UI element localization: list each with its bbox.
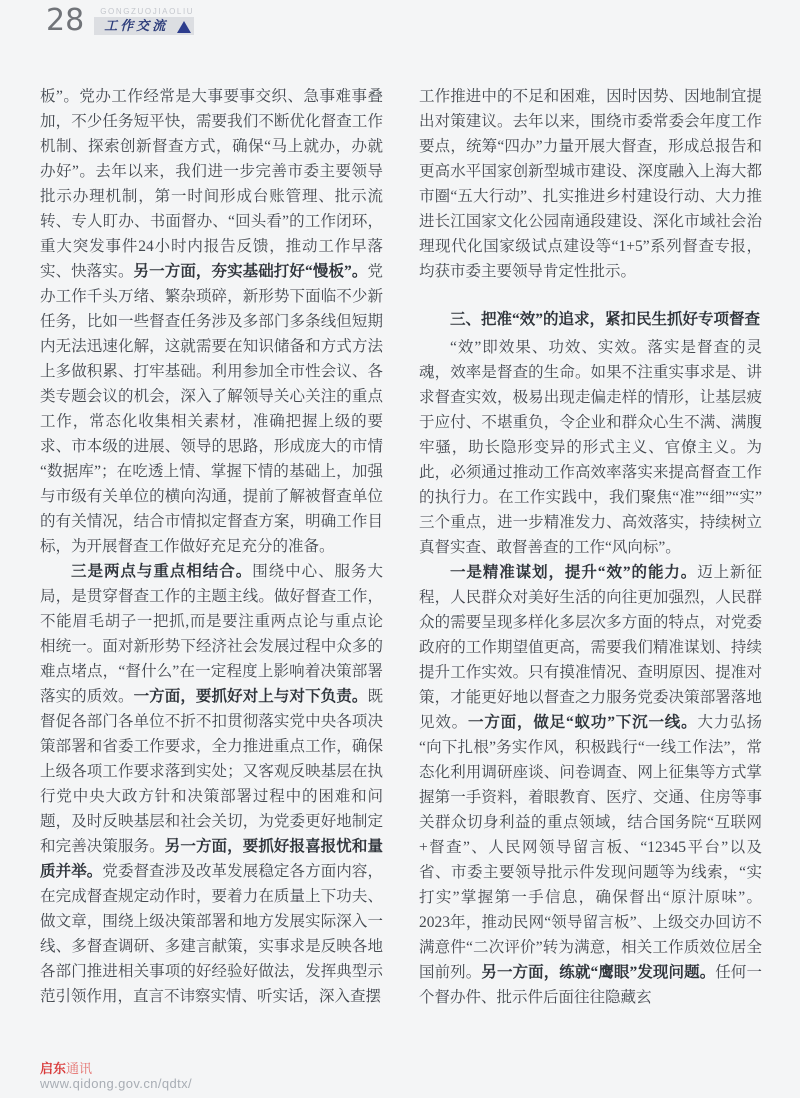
bold-lead-in: 另一方面，练就“鹰眼”发现问题。 <box>481 964 716 981</box>
section-name-box <box>94 17 194 35</box>
page-number: 28 <box>46 3 85 38</box>
publication-logo <box>40 1061 192 1076</box>
page-footer <box>40 1061 192 1092</box>
paragraph <box>419 335 762 560</box>
bold-lead-in: 一方面，做足“蚁功”下沉一线。 <box>468 714 698 731</box>
website-url: www.qidong.gov.cn/qdtx/ <box>40 1076 193 1091</box>
article-body <box>40 84 762 1010</box>
bold-lead-in: 三是两点与重点相结合。 <box>71 563 253 580</box>
column-right <box>419 84 762 1010</box>
body-text: “效”即效果、功效、实效。落实是督查的灵魂，效率是督查的生命。如果不注重实事求是、讲求督查实效，极易出现走偏走样的情形，让基层疲于应付、不堪重负，令企业和群众心生不满、满腹牢骚，助长隐形变异的形式主义、官僚主义。为此，必须通过推动工作高效率落实来提高督查工作的执行力。在工作实践中，我们聚焦“准”“细”“实”三个重点，进一步精准发力、高效落实，持续树立真督实查、敢督善查的工作“风向标”。 <box>419 339 762 556</box>
body-text: 党办工作千头万绪、繁杂琐碎，新形势下面临不少新任务，比如一些督查任务涉及多部门多条线但短期内无法迅速化解，这就需要在知识储备和方式方法上多做积累、打牢基础。利用参加全市性会议、各类专题会议的机会，深入了解领导关心关注的重点工作，常态化收集相关素材，准确把握上级的要求、市本级的进展、领导的思路，形成庞大的市情“数据库”；在吃透上情、掌握下情的基础上，加强与市级有关单位的横向沟通，提前了解被督查单位的有关情况，结合市情拟定督查方案，明确工作目标，为开展督查工作做好充足充分的准备。 <box>40 263 383 555</box>
body-text: 大力弘扬“向下扎根”务实作风，积极践行“一线工作法”，常态化利用调研座谈、问卷调查、网上征集等方式掌握第一手资料，着眼教育、医疗、交通、住房等事关群众切身利益的重点领域，结合国务院“互联网+督查”、人民网领导留言板、“12345平台”以及省、市委主要领导批示件发现问题等为线索，“实打实”掌握第一手信息，确保督出“原汁原味”。2023年，推动民网“领导留言板”、上级交办回访不满意件“二次评价”转为满意，相关工作质效位居全国前列。 <box>419 714 762 981</box>
body-text: 迈上新征程，人民群众对美好生活的向往更加强烈，人民群众的需要呈现多样化多层次多方面的特点，对党委政府的工作期望值更高，需要我们精准谋划、持续提升工作实效。只有摸准情况、查明原因、提准对策，才能更好地以督查之力服务党委决策部署落地见效。 <box>419 564 762 731</box>
section-badge <box>94 7 194 36</box>
page-header <box>46 3 195 38</box>
paragraph <box>40 84 383 559</box>
publication-name-light: 通讯 <box>66 1061 93 1076</box>
section-name: 工作交流 <box>104 18 169 33</box>
paragraph <box>419 560 762 1010</box>
bold-lead-in: 另一方面，要抓好报喜报忧和量质并举。 <box>40 838 383 880</box>
paragraph <box>419 84 762 284</box>
section-pinyin: GONGZUOJIAOLIU <box>100 7 195 16</box>
body-text: 围绕中心、服务大局，是贯穿督查工作的主题主线。做好督查工作，不能眉毛胡子一把抓,而是要注重两点论与重点论相统一。面对新形势下经济社会发展过程中众多的难点堵点，“督什么”在一定程度上影响着决策部署落实的质效。 <box>40 563 383 705</box>
bold-lead-in: 一方面，要抓好对上与对下负责。 <box>133 688 368 705</box>
publication-name-strong: 启东 <box>40 1061 67 1076</box>
section-heading: 三、把准“效”的追求，紧扣民生抓好专项督查 <box>450 311 761 328</box>
bold-lead-in: 另一方面，夯实基础打好“慢板”。 <box>133 263 368 280</box>
body-text: 任何一个督办件、批示件后面往往隐藏玄 <box>419 964 762 1006</box>
column-left <box>40 84 383 1010</box>
body-text: 板”。党办工作经常是大事要事交织、急事难事叠加，不少任务短平快，需要我们不断优化督查工作机制、探索创新督查方式，确保“马上就办，办就办好”。去年以来，我们进一步完善市委主要领导批示办理机制，第一时间形成台账管理、批示流转、专人盯办、书面督办、“回头看”的工作闭环，重大突发事件24小时内报告反馈，推动工作早落实、快落实。 <box>40 88 383 280</box>
body-text: 工作推进中的不足和困难，因时因势、因地制宜提出对策建议。去年以来，围绕市委常委会年度工作要点，统筹“四办”力量开展大督查，形成总报告和更高水平国家创新型城市建设、深度融入上海大都市圈“五大行动”、扎实推进乡村建设行动、大力推进长江国家文化公园南通段建设、深化市域社会治理现代化国家级试点建设等“1+5”系列督查专报，均获市委主要领导肯定性批示。 <box>419 88 762 280</box>
bold-lead-in: 一是精准谋划，提升“效”的能力。 <box>450 564 698 581</box>
body-text: 党委督查涉及改革发展稳定各方面内容，在完成督查规定动作时，要着力在质量上下功夫、做文章，围绕上级决策部署和地方发展实际深入一线、多督查调研、多建言献策，实事求是反映各地各部门推进相关事项的好经验好做法，发挥典型示范引领作用，直言不讳察实情、听实话，深入查摆 <box>40 863 383 1005</box>
body-text: 既督促各部门各单位不折不扣贯彻落实党中央各项决策部署和省委工作要求，全力推进重点工作，确保上级各项工作要求落到实处；又客观反映基层在执行党中央大政方针和决策部署过程中的困难和问题，及时反映基层和社会关切，为党委更好地制定和完善决策服务。 <box>40 688 383 855</box>
triangle-icon <box>177 21 191 33</box>
paragraph <box>40 559 383 1009</box>
